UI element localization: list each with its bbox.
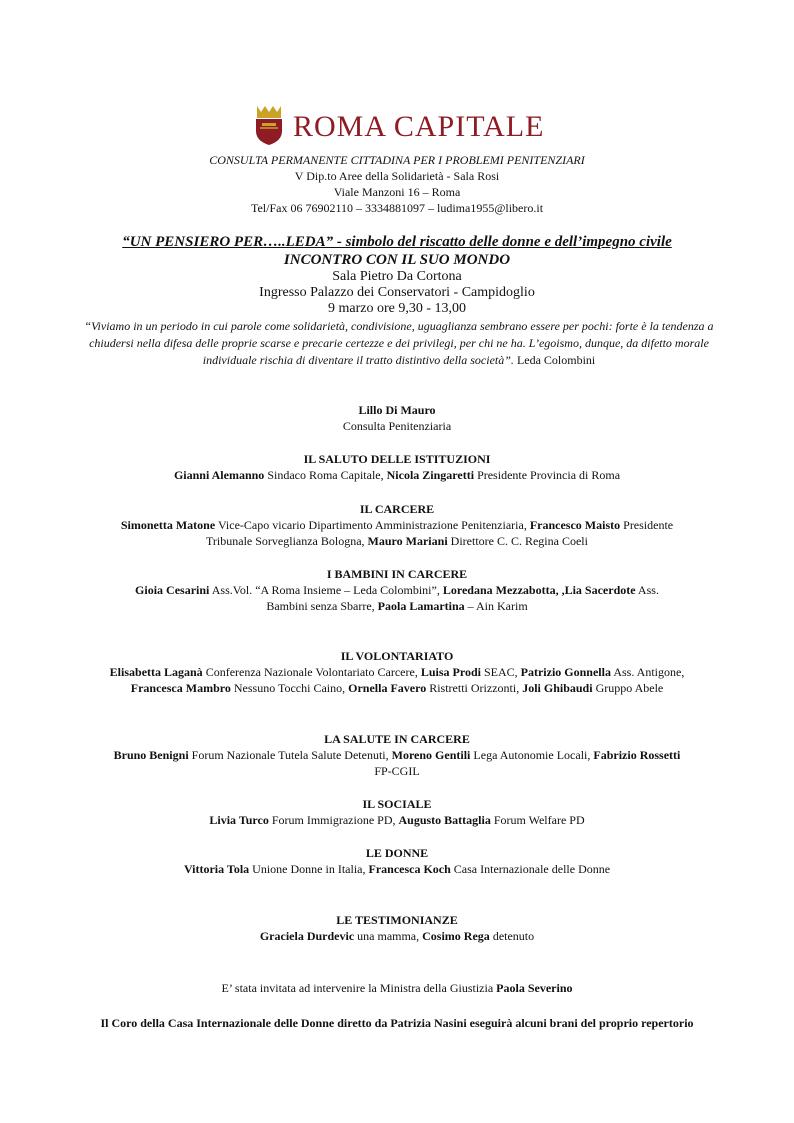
speaker-name: Luisa Prodi [420, 665, 481, 679]
speaker-name: Francesca Mambro [130, 681, 231, 695]
event-title: “UN PENSIERO PER…..LEDA” - simbolo del riscatto delle donne e dell’impegno civile [122, 234, 672, 250]
section-bambini [40, 566, 754, 614]
speaker-role: Gruppo Abele [592, 681, 664, 695]
speaker-name: Moreno Gentili [391, 748, 471, 762]
speaker-name: Mauro Mariani [367, 534, 448, 548]
speaker-name: Graciela Durdevic [259, 929, 355, 943]
speaker-name: Ornella Favero [348, 681, 427, 695]
section-title: LE TESTIMONIANZE [336, 913, 458, 927]
invite-text: E’ stata invitata ad intervenire la Ministra della Giustizia [221, 981, 497, 995]
section-title: I BAMBINI IN CARCERE [326, 567, 468, 581]
section-title: IL VOLONTARIATO [340, 649, 454, 663]
speaker-role: Vice-Capo vicario Dipartimento Amministrazione Penitenziaria, [215, 518, 530, 532]
consulta-header [0, 152, 794, 216]
venue-address: Ingresso Palazzo dei Conservatori - Campidoglio [259, 285, 535, 300]
section-title: LA SALUTE IN CARCERE [324, 732, 470, 746]
speaker-role: Forum Nazionale Tutela Salute Detenuti, [188, 748, 392, 762]
section-carcere [40, 501, 754, 549]
speaker-role: detenuto [489, 929, 535, 943]
speaker-name: Francesca Koch [368, 862, 451, 876]
intro-block [0, 402, 794, 434]
speaker-role: Ass.Vol. “A Roma Insieme – Leda Colombini”, [209, 583, 443, 597]
header-line2: V Dip.to Aree della Solidarietà - Sala Rosi [294, 169, 500, 183]
section-salute [40, 731, 754, 779]
intro-role: Consulta Penitenziaria [342, 419, 452, 433]
speaker-name: Simonetta Matone [120, 518, 216, 532]
speaker-role: Presidente Provincia di Roma [474, 468, 621, 482]
speaker-role: Presidente [620, 518, 674, 532]
venue-room: Sala Pietro Da Cortona [332, 269, 462, 284]
speaker-name: Livia Turco [209, 813, 269, 827]
speaker-role: una mamma, [354, 929, 423, 943]
speaker-name: Bruno Benigni [113, 748, 189, 762]
quote-text: “Viviamo in un periodo in cui parole come solidarietà, condivisione, uguaglianza sembrano essere per pochi: forte è la tendenza a chiudersi nella difesa delle proprie scarse e precarie certezze e dei privilegi, per chi ne ha. L’egoismo, dunque, da difetto morale individuale rischia di diventare il tratto distintivo della società”. [84, 319, 714, 367]
speaker-name: Fabrizio Rossetti [593, 748, 681, 762]
speaker-name: Patrizio Gonnella [520, 665, 611, 679]
section-title: LE DONNE [365, 846, 429, 860]
minister-name: Paola Severino [496, 981, 573, 995]
speaker-name: Augusto Battaglia [398, 813, 491, 827]
speaker-role: Conferenza Nazionale Volontariato Carcere, [202, 665, 421, 679]
section-istituzioni [0, 451, 794, 483]
logo-text: ROMA CAPITALE [293, 110, 545, 143]
section-donne [0, 845, 794, 877]
speaker-name: Gianni Alemanno [173, 468, 265, 482]
intro-name: Lillo Di Mauro [358, 403, 436, 417]
speaker-name: Paola Lamartina [377, 599, 465, 613]
speaker-role: Ristretti Orizzonti, [426, 681, 523, 695]
choir-note: Il Coro della Casa Internazionale delle Donne diretto da Patrizia Nasini eseguirà alcuni brani del proprio repertorio [100, 1016, 694, 1030]
speaker-role: Forum Immigrazione PD, [268, 813, 399, 827]
roma-capitale-logo [251, 104, 545, 148]
speaker-role: Ass. [635, 583, 659, 597]
speaker-role: SEAC, [480, 665, 521, 679]
header-line4: Tel/Fax 06 76902110 – 3334881097 – ludima1955@libero.it [250, 201, 544, 215]
speaker-role: Bambini senza Sbarre, [266, 599, 378, 613]
speaker-role: Forum Welfare PD [490, 813, 585, 827]
event-subtitle: INCONTRO CON IL SUO MONDO [283, 252, 511, 268]
event-datetime: 9 marzo ore 9,30 - 13,00 [327, 301, 467, 316]
leda-quote [76, 318, 722, 369]
speaker-name: Cosimo Rega [422, 929, 490, 943]
speaker-role: Ass. Antigone, [610, 665, 685, 679]
quote-author: Leda Colombini [513, 353, 596, 367]
speaker-role: Tribunale Sorveglianza Bologna, [206, 534, 368, 548]
speaker-name: Elisabetta Laganà [109, 665, 203, 679]
section-testimonianze [0, 912, 794, 944]
section-title: IL SOCIALE [362, 797, 432, 811]
speaker-name: Nicola Zingaretti [386, 468, 475, 482]
speaker-role: Sindaco Roma Capitale, [264, 468, 387, 482]
speaker-role: Direttore C. C. Regina Coeli [447, 534, 588, 548]
event-header [0, 233, 794, 317]
speaker-name: Joli Ghibaudi [522, 681, 593, 695]
section-title: IL SALUTO DELLE ISTITUZIONI [303, 452, 491, 466]
header-line3: Viale Manzoni 16 – Roma [333, 185, 461, 199]
speaker-name: Loredana Mezzabotta, [442, 583, 559, 597]
speaker-role: Casa Internazionale delle Donne [450, 862, 611, 876]
section-sociale [0, 796, 794, 828]
speaker-name: Gioia Cesarini [135, 583, 210, 597]
speaker-role: FP-CGIL [374, 764, 420, 778]
speaker-role: Nessuno Tocchi Caino, [230, 681, 349, 695]
speaker-name: Francesco Maisto [529, 518, 621, 532]
section-title: IL CARCERE [359, 502, 435, 516]
speaker-name: Vittoria Tola [183, 862, 250, 876]
speaker-role: Unione Donne in Italia, [249, 862, 369, 876]
section-volontariato [40, 648, 754, 696]
minister-invite [0, 980, 794, 996]
speaker-role: – Ain Karim [464, 599, 528, 613]
roma-crest-icon [251, 104, 287, 146]
speaker-role: Lega Autonomie Locali, [470, 748, 594, 762]
speaker-name: ,Lia Sacerdote [561, 583, 636, 597]
header-line1: CONSULTA PERMANENTE CITTADINA PER I PROBLEMI PENITENZIARI [209, 153, 585, 167]
